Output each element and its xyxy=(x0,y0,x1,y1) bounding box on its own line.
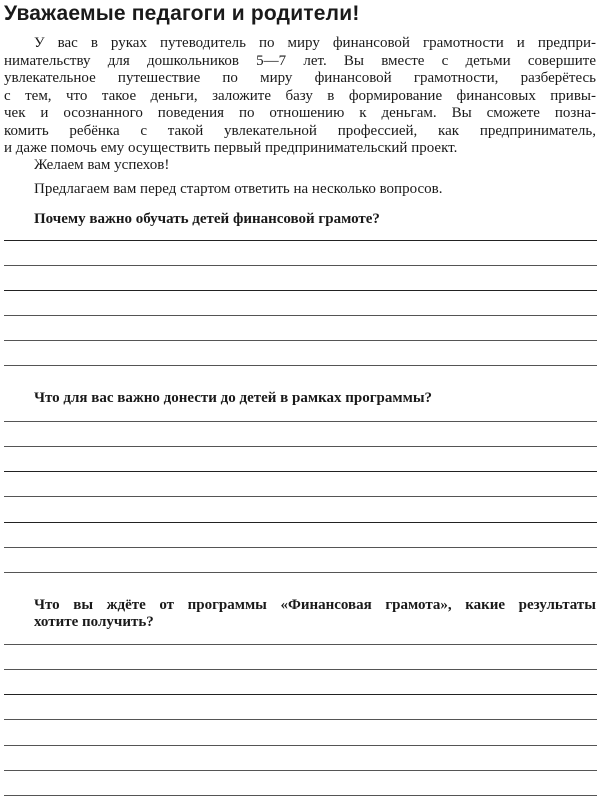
prompt-text: Предлагаем вам перед стартом ответить на несколько вопросов. xyxy=(34,181,443,197)
answer-line-q3-7[interactable] xyxy=(4,795,597,796)
answer-line-q2-4[interactable] xyxy=(4,496,597,497)
answer-line-q1-3[interactable] xyxy=(4,290,597,291)
question-3-line-2: хотите получить? xyxy=(34,614,154,630)
answer-line-q1-6[interactable] xyxy=(4,365,597,366)
answer-line-q3-4[interactable] xyxy=(4,719,597,720)
answer-line-q1-4[interactable] xyxy=(4,315,597,316)
answer-line-q1-1[interactable] xyxy=(4,240,597,241)
answer-line-q3-3[interactable] xyxy=(4,694,597,695)
wish-text: Желаем вам успехов! xyxy=(34,157,170,173)
answer-line-q2-7[interactable] xyxy=(4,572,597,573)
answer-line-q3-5[interactable] xyxy=(4,745,597,746)
intro-line: У вас в руках путеводитель по миру финансовой грамотности и предпри- xyxy=(34,35,596,51)
intro-paragraph xyxy=(4,35,596,158)
answer-line-q2-6[interactable] xyxy=(4,547,597,548)
answer-line-q1-5[interactable] xyxy=(4,340,597,341)
answer-line-q2-5[interactable] xyxy=(4,522,597,523)
intro-line: увлекательное путешествие по миру финансовой грамотности, разберётесь xyxy=(4,70,596,86)
intro-line: комить ребёнка с такой увлекательной профессией, как предприниматель, xyxy=(4,122,596,139)
question-3-line-1: Что вы ждёте от программы «Финансовая грамота», какие результаты xyxy=(34,597,596,613)
answer-line-q2-3[interactable] xyxy=(4,471,597,472)
intro-line: чек и осознанного поведения по отношению к деньгам. Вы сможете позна- xyxy=(4,105,596,121)
answer-line-q2-2[interactable] xyxy=(4,446,597,447)
intro-line: и даже помочь ему осуществить первый предпринимательский проект. xyxy=(4,140,458,156)
answer-line-q3-1[interactable] xyxy=(4,644,597,645)
answer-line-q2-1[interactable] xyxy=(4,421,597,422)
question-3 xyxy=(4,597,596,631)
answer-line-q1-2[interactable] xyxy=(4,265,597,266)
intro-line: с тем, что такое деньги, заложите базу в формирование финансовых привы- xyxy=(4,87,596,104)
question-1: Почему важно обучать детей финансовой грамоте? xyxy=(34,211,380,227)
answer-line-q3-2[interactable] xyxy=(4,669,597,670)
intro-line: нимательству для дошкольников 5—7 лет. Вы вместе с детьми совершите xyxy=(4,52,596,69)
question-2: Что для вас важно донести до детей в рамках программы? xyxy=(34,390,433,406)
page-title: Уважаемые педагоги и родители! xyxy=(4,2,360,25)
answer-line-q3-6[interactable] xyxy=(4,770,597,771)
